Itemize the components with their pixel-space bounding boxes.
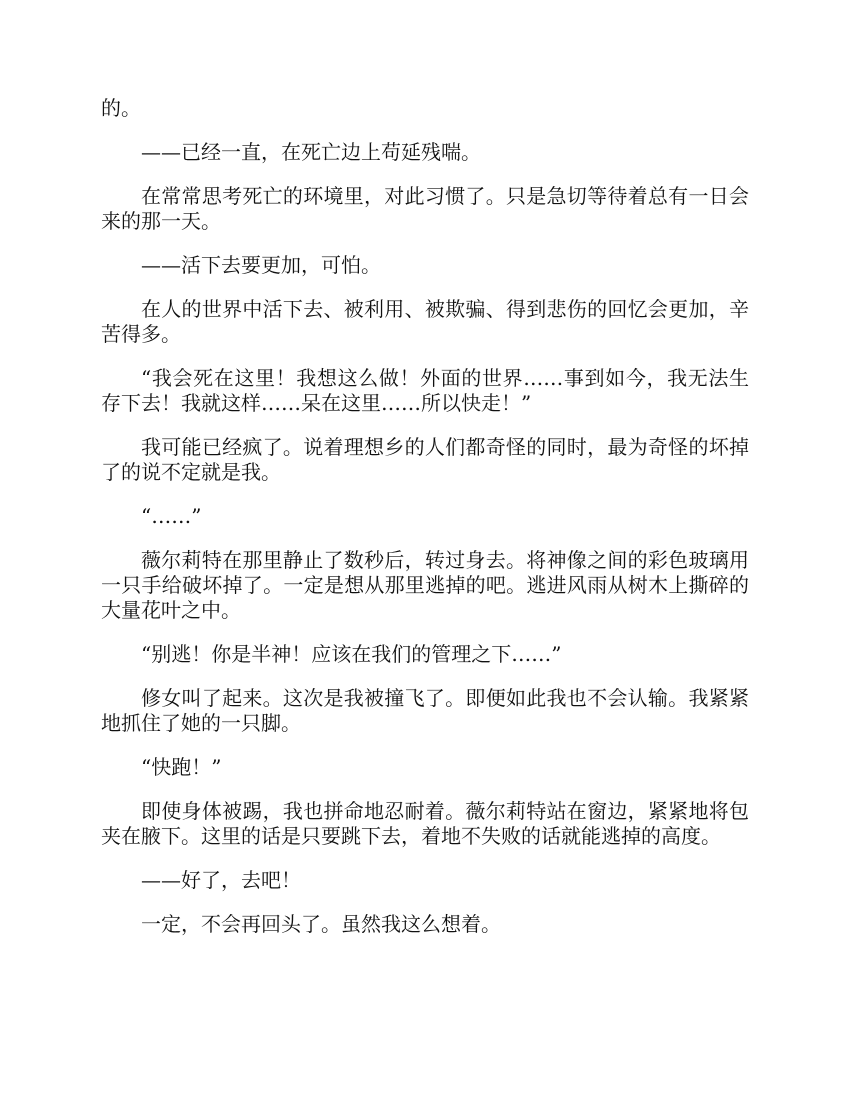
paragraph: “快跑！”: [141, 755, 222, 779]
paragraph: 修女叫了起来。这次是我被撞飞了。即便如此我也不会认输。我紧紧地抓住了她的一只脚。: [101, 686, 749, 735]
paragraph: 的。: [101, 96, 141, 120]
paragraph: 一定，不会再回头了。虽然我这么想着。: [141, 912, 501, 936]
paragraph: 我可能已经疯了。说着理想乡的人们都奇怪的同时，最为奇怪的坏掉了的说不定就是我。: [101, 435, 749, 484]
paragraph: 在常常思考死亡的环境里，对此习惯了。只是急切等待着总有一日会来的那一天。: [101, 184, 749, 233]
paragraph: ——已经一直，在死亡边上苟延残喘。: [141, 140, 481, 164]
paragraph: “我会死在这里！我想这么做！外面的世界……事到如今，我无法生存下去！我就这样……呆在这里……所以快走！”: [101, 366, 749, 415]
paragraph: “……”: [141, 504, 202, 528]
paragraph: 即使身体被踢，我也拼命地忍耐着。薇尔莉特站在窗边，紧紧地将包夹在腋下。这里的话是只要跳下去，着地不失败的话就能逃掉的高度。: [101, 799, 749, 848]
paragraph: 在人的世界中活下去、被利用、被欺骗、得到悲伤的回忆会更加，辛苦得多。: [101, 297, 749, 346]
paragraph: ——好了，去吧！: [141, 868, 301, 892]
paragraph: “别逃！你是半神！应该在我们的管理之下……”: [141, 642, 562, 666]
paragraph: ——活下去要更加，可怕。: [141, 253, 381, 277]
paragraph: 薇尔莉特在那里静止了数秒后，转过身去。将神像之间的彩色玻璃用一只手给破坏掉了。一定是想从那里逃掉的吧。逃进风雨从树木上撕碎的大量花叶之中。: [101, 548, 749, 622]
document-page: [101, 96, 749, 956]
